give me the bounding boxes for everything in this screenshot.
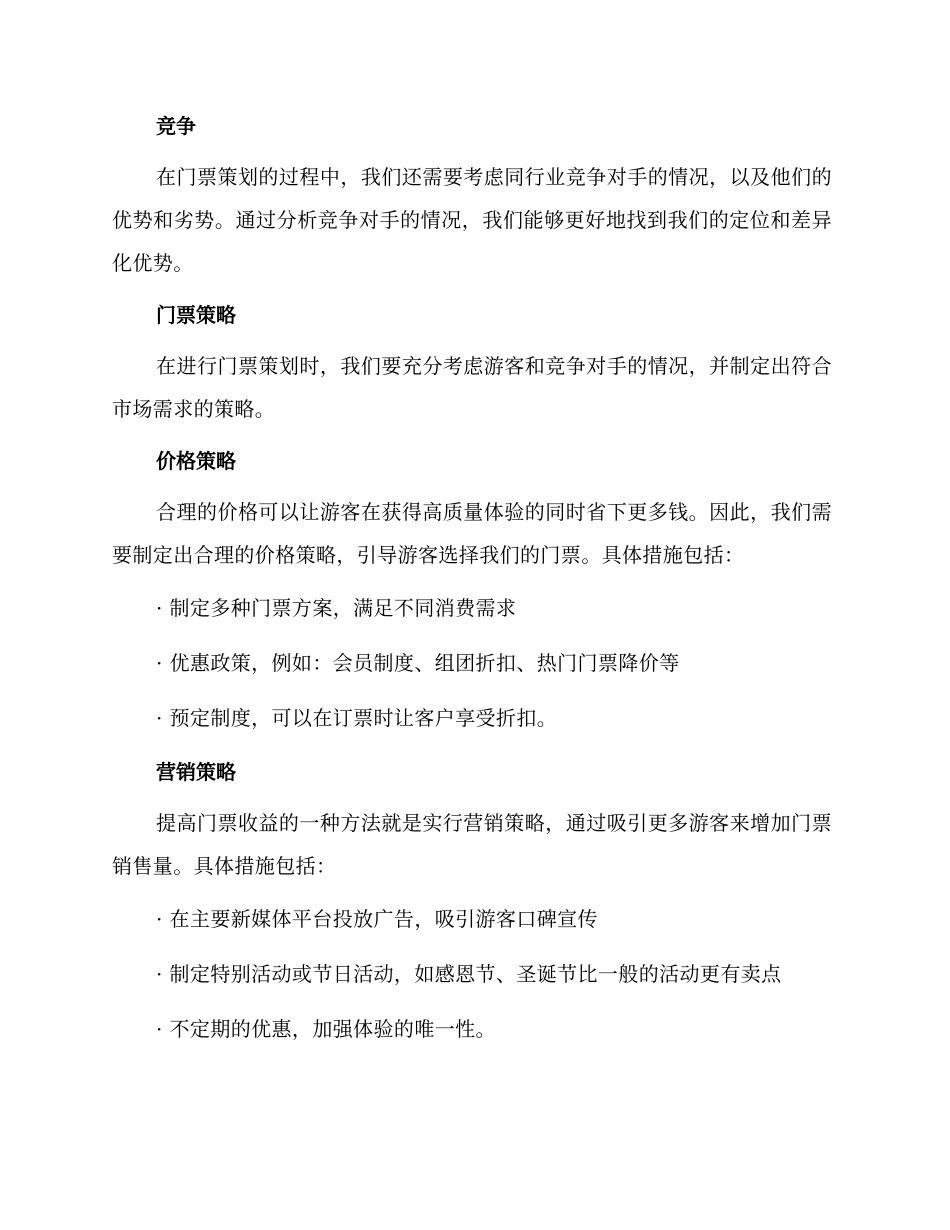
section-paragraph: 在门票策划的过程中，我们还需要考虑同行业竞争对手的情况，以及他们的优势和劣势。通过分析竞争对手的情况，我们能够更好地找到我们的定位和差异化优势。: [112, 165, 832, 275]
bullet-item: · 预定制度，可以在订票时让客户享受折扣。: [156, 706, 558, 730]
bullet-item: · 不定期的优惠，加强体验的唯一性。: [156, 1017, 496, 1041]
section-paragraph: 合理的价格可以让游客在获得高质量体验的同时省下更多钱。因此，我们需要制定出合理的价格策略，引导游客选择我们的门票。具体措施包括：: [112, 500, 832, 567]
bullet-item: · 优惠政策，例如：会员制度、组团折扣、热门门票降价等: [156, 651, 680, 675]
document-body: [112, 106, 832, 1063]
bullet-item: · 制定特别活动或节日活动，如感恩节、圣诞节比一般的活动更有卖点: [156, 962, 782, 986]
section-heading-ticket-strategy: 门票策略: [156, 303, 236, 327]
section-paragraph: 在进行门票策划时，我们要充分考虑游客和竞争对手的情况，并制定出符合市场需求的策略。: [112, 354, 832, 421]
section-paragraph: 提高门票收益的一种方法就是实行营销策略，通过吸引更多游客来增加门票销售量。具体措施包括：: [112, 811, 832, 878]
bullet-item: · 在主要新媒体平台投放广告，吸引游客口碑宣传: [156, 907, 598, 931]
section-heading-competition: 竞争: [156, 114, 196, 138]
bullet-item: · 制定多种门票方案，满足不同消费需求: [156, 596, 517, 620]
section-heading-marketing-strategy: 营销策略: [156, 760, 236, 784]
section-heading-price-strategy: 价格策略: [156, 449, 236, 473]
